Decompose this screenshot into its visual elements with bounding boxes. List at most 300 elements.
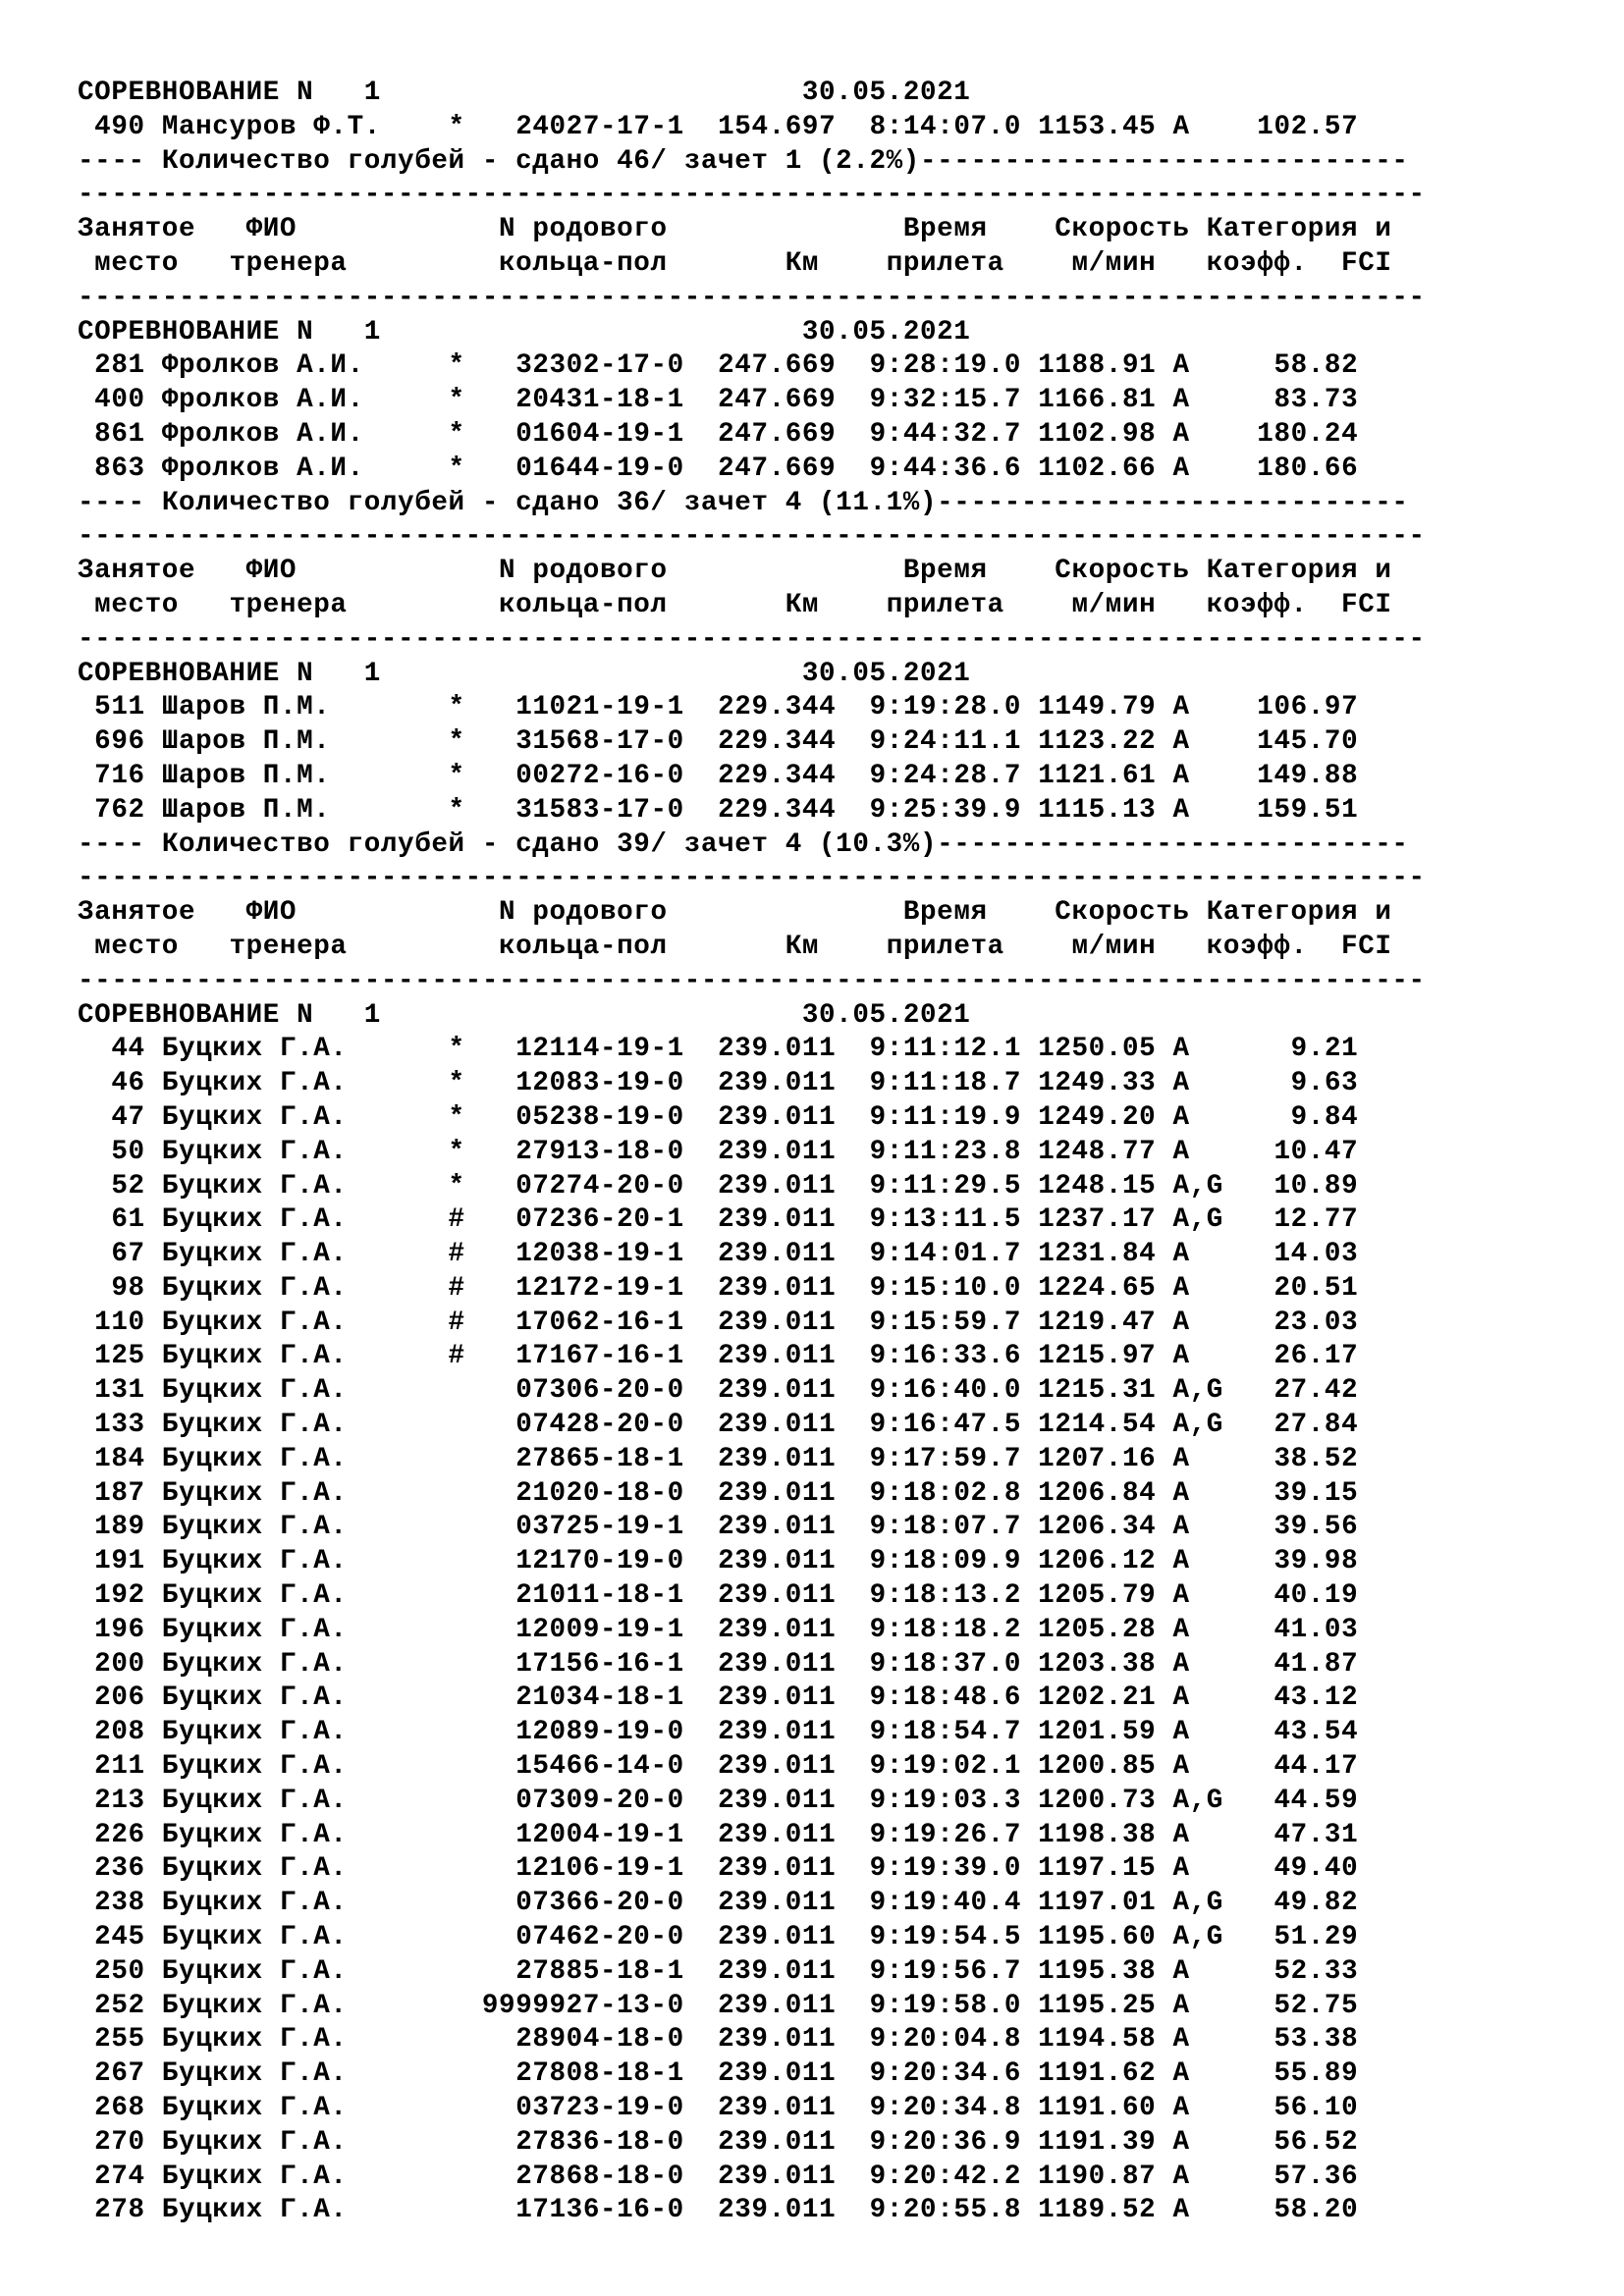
column-header-top <box>78 555 1550 589</box>
category: A <box>1172 1443 1190 1474</box>
trainer-name: Буцких Г.А. <box>161 1990 348 2021</box>
arrival-time: 9:11:12.1 <box>869 1034 1022 1065</box>
arrival-time: 9:18:02.8 <box>869 1477 1021 1509</box>
arrival-time: 9:24:11.1 <box>869 726 1022 758</box>
category: A <box>1172 1239 1190 1270</box>
competition-date: 30.05.2021 <box>801 658 971 689</box>
arrival-time: 9:11:23.8 <box>869 1136 1022 1167</box>
arrival-time: 9:24:28.7 <box>869 760 1022 791</box>
trainer-name: Фролков А.И. <box>161 418 364 450</box>
result-row <box>78 453 1550 487</box>
speed: 1200.73 <box>1038 1785 1157 1816</box>
distance-km: 247.669 <box>718 385 837 416</box>
competition-title: СОРЕВНОВАНИЕ N 1 <box>78 999 381 1031</box>
result-row <box>78 2023 1550 2057</box>
fci-coefficient: 58.20 <box>1273 2195 1359 2226</box>
header-place-2: место <box>94 247 179 279</box>
fci-coefficient: 10.89 <box>1273 1170 1359 1201</box>
category: A <box>1172 418 1190 450</box>
result-row <box>78 1374 1550 1409</box>
fci-coefficient: 145.70 <box>1257 726 1359 758</box>
competition-title: СОРЕВНОВАНИЕ N 1 <box>78 316 381 347</box>
place-number: 184 <box>94 1443 145 1474</box>
distance-km: 239.011 <box>718 1751 837 1783</box>
speed: 1115.13 <box>1038 794 1157 826</box>
distance-km: 239.011 <box>718 1614 837 1645</box>
ring-number: 9999927-13-0 <box>481 1990 684 2021</box>
trainer-name: Буцких Г.А. <box>161 1751 348 1783</box>
fci-coefficient: 55.89 <box>1273 2058 1359 2090</box>
speed: 1191.62 <box>1038 2058 1157 2090</box>
category: A <box>1172 453 1190 484</box>
category: A <box>1172 1477 1190 1509</box>
trainer-name: Буцких Г.А. <box>161 1512 348 1543</box>
fci-coefficient: 49.82 <box>1273 1888 1359 1919</box>
result-row <box>78 1819 1550 1853</box>
result-row <box>78 1887 1550 1921</box>
summary-suffix: ---------------------------- <box>937 828 1409 860</box>
header-speed: Скорость <box>1055 897 1190 929</box>
fci-coefficient: 149.88 <box>1257 760 1359 791</box>
speed: 1205.28 <box>1038 1614 1157 1645</box>
arrival-time: 9:20:42.2 <box>869 2161 1021 2192</box>
ring-mark: * <box>448 794 465 826</box>
ring-number: 27913-18-0 <box>515 1136 684 1167</box>
category: A <box>1172 1955 1190 1987</box>
summary-suffix: ---------------------------- <box>937 487 1409 518</box>
header-speed: Скорость <box>1055 556 1190 587</box>
fci-coefficient: 10.47 <box>1273 1136 1359 1167</box>
place-number: 50 <box>111 1136 145 1167</box>
distance-km: 239.011 <box>718 2161 837 2192</box>
summary-text: Количество голубей - сдано 46/ зачет 1 (2.2%) <box>161 145 920 177</box>
speed: 1190.87 <box>1038 2161 1157 2192</box>
arrival-time: 9:18:18.2 <box>869 1614 1021 1645</box>
dash-rule: -------------------------------------------------------------------------------- <box>78 623 1426 655</box>
distance-km: 239.011 <box>718 2195 837 2226</box>
category: A,G <box>1172 1888 1223 1919</box>
column-header-top <box>78 896 1550 931</box>
distance-km: 247.669 <box>718 350 837 382</box>
trainer-name: Буцких Г.А. <box>161 1239 348 1270</box>
ring-number: 07309-20-0 <box>515 1785 684 1816</box>
trainer-name: Буцких Г.А. <box>161 1204 348 1236</box>
ring-number: 01644-19-0 <box>515 453 684 484</box>
speed: 1249.20 <box>1038 1101 1157 1133</box>
arrival-time: 9:17:59.7 <box>869 1443 1021 1474</box>
distance-km: 239.011 <box>718 1068 837 1099</box>
ring-mark: * <box>448 111 465 142</box>
place-number: 281 <box>94 350 145 382</box>
speed: 1188.91 <box>1038 350 1157 382</box>
ring-number: 27808-18-1 <box>515 2058 684 2090</box>
category: A <box>1172 111 1190 142</box>
header-fci: FCI <box>1341 247 1392 279</box>
ring-number: 12114-19-1 <box>515 1034 684 1065</box>
result-row <box>78 760 1550 794</box>
result-row <box>78 1409 1550 1443</box>
summary-suffix: ----------------------------- <box>919 145 1409 177</box>
distance-km: 229.344 <box>718 692 837 723</box>
place-number: 133 <box>94 1410 145 1441</box>
distance-km: 239.011 <box>718 1717 837 1748</box>
header-fci: FCI <box>1341 931 1392 962</box>
result-row <box>78 691 1550 725</box>
trainer-name: Буцких Г.А. <box>161 1477 348 1509</box>
arrival-time: 9:28:19.0 <box>869 350 1022 382</box>
speed: 1195.38 <box>1038 1955 1157 1987</box>
result-row <box>78 794 1550 828</box>
arrival-time: 9:44:32.7 <box>869 418 1022 450</box>
distance-km: 239.011 <box>718 1239 837 1270</box>
header-place-2: место <box>94 931 179 962</box>
distance-km: 154.697 <box>718 111 837 142</box>
header-category: Категория и <box>1206 214 1392 245</box>
category: A <box>1172 1819 1190 1850</box>
category: A <box>1172 2093 1190 2124</box>
category: A <box>1172 760 1190 791</box>
distance-km: 239.011 <box>718 1034 837 1065</box>
ring-number: 03723-19-0 <box>515 2093 684 2124</box>
separator-line <box>78 179 1550 213</box>
fci-coefficient: 38.52 <box>1273 1443 1359 1474</box>
fci-coefficient: 20.51 <box>1273 1272 1359 1304</box>
trainer-name: Буцких Г.А. <box>161 2126 348 2158</box>
result-row <box>78 2092 1550 2126</box>
trainer-name: Буцких Г.А. <box>161 2024 348 2056</box>
arrival-time: 9:19:39.0 <box>869 1853 1021 1885</box>
distance-km: 229.344 <box>718 726 837 758</box>
header-name: ФИО <box>245 556 298 587</box>
header-ring-2: кольца-пол <box>499 247 668 279</box>
speed: 1153.45 <box>1038 111 1157 142</box>
separator-line <box>78 282 1550 316</box>
distance-km: 239.011 <box>718 1410 837 1441</box>
place-number: 252 <box>94 1990 145 2021</box>
speed: 1191.60 <box>1038 2093 1157 2124</box>
place-number: 187 <box>94 1477 145 1509</box>
speed: 1206.12 <box>1038 1546 1157 1577</box>
arrival-time: 9:20:34.8 <box>869 2093 1021 2124</box>
arrival-time: 9:19:26.7 <box>869 1819 1021 1850</box>
distance-km: 239.011 <box>718 2093 837 2124</box>
place-number: 125 <box>94 1341 145 1372</box>
column-header-bottom <box>78 589 1550 623</box>
arrival-time: 9:20:55.8 <box>869 2195 1021 2226</box>
separator-line <box>78 520 1550 555</box>
ring-mark: * <box>448 1136 465 1167</box>
place-number: 200 <box>94 1648 145 1680</box>
trainer-name: Буцких Г.А. <box>161 1546 348 1577</box>
arrival-time: 9:11:19.9 <box>869 1101 1022 1133</box>
result-row <box>78 1340 1550 1374</box>
separator-line <box>78 623 1550 658</box>
header-place-2: место <box>94 589 179 620</box>
summary-prefix: ---- <box>78 828 145 860</box>
distance-km: 239.011 <box>718 1512 837 1543</box>
trainer-name: Буцких Г.А. <box>161 1853 348 1885</box>
ring-number: 00272-16-0 <box>515 760 684 791</box>
category: A <box>1172 1034 1190 1065</box>
ring-number: 12038-19-1 <box>515 1239 684 1270</box>
trainer-name: Буцких Г.А. <box>161 1170 348 1201</box>
ring-mark: * <box>448 385 465 416</box>
fci-coefficient: 53.38 <box>1273 2024 1359 2056</box>
competition-title: СОРЕВНОВАНИЕ N 1 <box>78 658 381 689</box>
header-place: Занятое <box>78 214 196 245</box>
competition-date: 30.05.2021 <box>801 316 971 347</box>
trainer-name: Шаров П.М. <box>161 794 331 826</box>
trainer-name: Буцких Г.А. <box>161 1648 348 1680</box>
result-row <box>78 1170 1550 1204</box>
place-number: 762 <box>94 794 145 826</box>
fci-coefficient: 52.33 <box>1273 1955 1359 1987</box>
ring-mark: * <box>448 418 465 450</box>
category: A,G <box>1172 1410 1223 1441</box>
distance-km: 239.011 <box>718 1853 837 1885</box>
distance-km: 239.011 <box>718 1307 837 1338</box>
speed: 1215.31 <box>1038 1375 1157 1407</box>
arrival-time: 9:16:33.6 <box>869 1341 1022 1372</box>
competition-date: 30.05.2021 <box>801 78 971 108</box>
competition-line <box>78 999 1550 1034</box>
place-number: 44 <box>111 1034 145 1065</box>
header-time: Время <box>902 214 988 245</box>
ring-mark: # <box>448 1307 465 1338</box>
result-row <box>78 2194 1550 2228</box>
category: A <box>1172 2195 1190 2226</box>
trainer-name: Буцких Г.А. <box>161 1785 348 1816</box>
fci-coefficient: 14.03 <box>1273 1239 1359 1270</box>
fci-coefficient: 23.03 <box>1273 1307 1359 1338</box>
result-row <box>78 418 1550 453</box>
place-number: 98 <box>111 1272 145 1304</box>
arrival-time: 9:19:58.0 <box>869 1990 1022 2021</box>
result-row <box>78 1614 1550 1648</box>
ring-number: 12083-19-0 <box>515 1068 684 1099</box>
ring-number: 27836-18-0 <box>515 2126 684 2158</box>
header-category: Категория и <box>1206 897 1392 929</box>
speed: 1197.01 <box>1038 1888 1157 1919</box>
result-row <box>78 1545 1550 1579</box>
distance-km: 239.011 <box>718 1922 837 1953</box>
trainer-name: Буцких Г.А. <box>161 1034 348 1065</box>
distance-km: 239.011 <box>718 1819 837 1850</box>
speed: 1202.21 <box>1038 1682 1157 1714</box>
speed: 1201.59 <box>1038 1717 1157 1748</box>
result-row <box>78 1921 1550 1955</box>
arrival-time: 9:44:36.6 <box>869 453 1022 484</box>
result-row <box>78 1203 1550 1238</box>
result-row <box>78 1033 1550 1067</box>
trainer-name: Буцких Г.А. <box>161 1136 348 1167</box>
fci-coefficient: 39.56 <box>1273 1512 1359 1543</box>
ring-number: 17062-16-1 <box>515 1307 684 1338</box>
arrival-time: 9:18:54.7 <box>869 1717 1021 1748</box>
trainer-name: Буцких Г.А. <box>161 1307 348 1338</box>
category: A <box>1172 1307 1190 1338</box>
distance-km: 239.011 <box>718 1272 837 1304</box>
header-ring: N родового <box>499 214 668 245</box>
trainer-name: Буцких Г.А. <box>161 1819 348 1850</box>
fci-coefficient: 52.75 <box>1273 1990 1359 2021</box>
fci-coefficient: 180.66 <box>1257 453 1359 484</box>
category: A <box>1172 1853 1190 1885</box>
result-row <box>78 1136 1550 1170</box>
ring-number: 27885-18-1 <box>515 1955 684 1987</box>
place-number: 211 <box>94 1751 145 1783</box>
trainer-name: Буцких Г.А. <box>161 1888 348 1919</box>
header-km: Км <box>785 931 820 962</box>
distance-km: 239.011 <box>718 2126 837 2158</box>
trainer-name: Буцких Г.А. <box>161 1580 348 1612</box>
place-number: 278 <box>94 2195 145 2226</box>
place-number: 716 <box>94 760 145 791</box>
speed: 1102.98 <box>1038 418 1157 450</box>
ring-number: 20431-18-1 <box>515 385 684 416</box>
competition-line <box>78 316 1550 350</box>
speed: 1195.60 <box>1038 1922 1157 1953</box>
arrival-time: 9:18:37.0 <box>869 1648 1021 1680</box>
distance-km: 239.011 <box>718 1341 837 1372</box>
distance-km: 239.011 <box>718 1170 837 1201</box>
distance-km: 239.011 <box>718 1375 837 1407</box>
place-number: 400 <box>94 385 145 416</box>
place-number: 189 <box>94 1512 145 1543</box>
ring-number: 15466-14-0 <box>515 1751 684 1783</box>
competition-title: СОРЕВНОВАНИЕ N 1 <box>78 78 381 108</box>
ring-number: 28904-18-0 <box>515 2024 684 2056</box>
trainer-name: Буцких Г.А. <box>161 1614 348 1645</box>
fci-coefficient: 47.31 <box>1273 1819 1359 1850</box>
fci-coefficient: 27.42 <box>1273 1375 1359 1407</box>
arrival-time: 9:18:07.7 <box>869 1512 1021 1543</box>
category: A <box>1172 1751 1190 1783</box>
trainer-name: Буцких Г.А. <box>161 1341 348 1372</box>
summary-line <box>78 487 1550 521</box>
ring-number: 17156-16-1 <box>515 1648 684 1680</box>
summary-line <box>78 828 1550 863</box>
arrival-time: 9:16:47.5 <box>869 1410 1021 1441</box>
ring-number: 31583-17-0 <box>515 794 684 826</box>
result-row <box>78 1307 1550 1341</box>
header-ring-2: кольца-пол <box>499 931 668 962</box>
header-coef: коэфф. <box>1206 247 1308 279</box>
competition-line <box>78 658 1550 692</box>
speed: 1189.52 <box>1038 2195 1157 2226</box>
column-header-top <box>78 213 1550 247</box>
trainer-name: Буцких Г.А. <box>161 1101 348 1133</box>
ring-mark: * <box>448 1170 465 1201</box>
speed: 1219.47 <box>1038 1307 1157 1338</box>
trainer-name: Буцких Г.А. <box>161 1443 348 1474</box>
result-row <box>78 2126 1550 2161</box>
place-number: 236 <box>94 1853 145 1885</box>
speed: 1250.05 <box>1038 1034 1157 1065</box>
result-row <box>78 1852 1550 1887</box>
ring-mark: * <box>448 1101 465 1133</box>
speed: 1203.38 <box>1038 1648 1157 1680</box>
category: A <box>1172 1990 1190 2021</box>
speed: 1237.17 <box>1038 1204 1157 1236</box>
category: A <box>1172 1717 1190 1748</box>
ring-mark: * <box>448 453 465 484</box>
header-km: Км <box>785 589 820 620</box>
separator-line <box>78 965 1550 999</box>
header-ring-2: кольца-пол <box>499 589 668 620</box>
place-number: 268 <box>94 2093 145 2124</box>
arrival-time: 9:18:13.2 <box>869 1580 1021 1612</box>
category: A <box>1172 1272 1190 1304</box>
speed: 1248.77 <box>1038 1136 1157 1167</box>
trainer-name: Буцких Г.А. <box>161 2195 348 2226</box>
ring-mark: # <box>448 1272 465 1304</box>
distance-km: 239.011 <box>718 1101 837 1133</box>
category: A <box>1172 1648 1190 1680</box>
category: A <box>1172 1512 1190 1543</box>
ring-number: 07428-20-0 <box>515 1410 684 1441</box>
place-number: 250 <box>94 1955 145 1987</box>
speed: 1206.34 <box>1038 1512 1157 1543</box>
distance-km: 239.011 <box>718 1204 837 1236</box>
distance-km: 239.011 <box>718 1477 837 1509</box>
speed: 1205.79 <box>1038 1580 1157 1612</box>
result-row <box>78 1477 1550 1512</box>
place-number: 863 <box>94 453 145 484</box>
distance-km: 247.669 <box>718 418 837 450</box>
category: A <box>1172 726 1190 758</box>
fci-coefficient: 9.84 <box>1290 1101 1359 1133</box>
speed: 1191.39 <box>1038 2126 1157 2158</box>
result-row <box>78 1990 1550 2024</box>
header-coef: коэфф. <box>1206 589 1308 620</box>
fci-coefficient: 39.98 <box>1273 1546 1359 1577</box>
ring-number: 12004-19-1 <box>515 1819 684 1850</box>
arrival-time: 9:18:09.9 <box>869 1546 1021 1577</box>
result-row <box>78 1955 1550 1990</box>
place-number: 213 <box>94 1785 145 1816</box>
result-row <box>78 1443 1550 1477</box>
header-speed-2: м/мин <box>1071 589 1157 620</box>
place-number: 110 <box>94 1307 145 1338</box>
place-number: 52 <box>111 1170 145 1201</box>
ring-mark: # <box>448 1204 465 1236</box>
ring-number: 07274-20-0 <box>515 1170 684 1201</box>
speed: 1231.84 <box>1038 1239 1157 1270</box>
ring-mark: # <box>448 1239 465 1270</box>
ring-number: 21011-18-1 <box>515 1580 684 1612</box>
trainer-name: Буцких Г.А. <box>161 2161 348 2192</box>
arrival-time: 9:25:39.9 <box>869 794 1022 826</box>
category: A <box>1172 2161 1190 2192</box>
speed: 1197.15 <box>1038 1853 1157 1885</box>
result-row <box>78 2057 1550 2092</box>
result-row <box>78 1648 1550 1682</box>
header-time-2: прилета <box>886 931 1004 962</box>
distance-km: 229.344 <box>718 794 837 826</box>
header-ring: N родового <box>499 556 668 587</box>
place-number: 196 <box>94 1614 145 1645</box>
speed: 1224.65 <box>1038 1272 1157 1304</box>
trainer-name: Буцких Г.А. <box>161 1717 348 1748</box>
place-number: 511 <box>94 692 145 723</box>
ring-mark: * <box>448 1034 465 1065</box>
ring-number: 27865-18-1 <box>515 1443 684 1474</box>
ring-number: 17167-16-1 <box>515 1341 684 1372</box>
arrival-time: 9:15:10.0 <box>869 1272 1022 1304</box>
trainer-name: Буцких Г.А. <box>161 1955 348 1987</box>
header-name: ФИО <box>245 897 298 929</box>
